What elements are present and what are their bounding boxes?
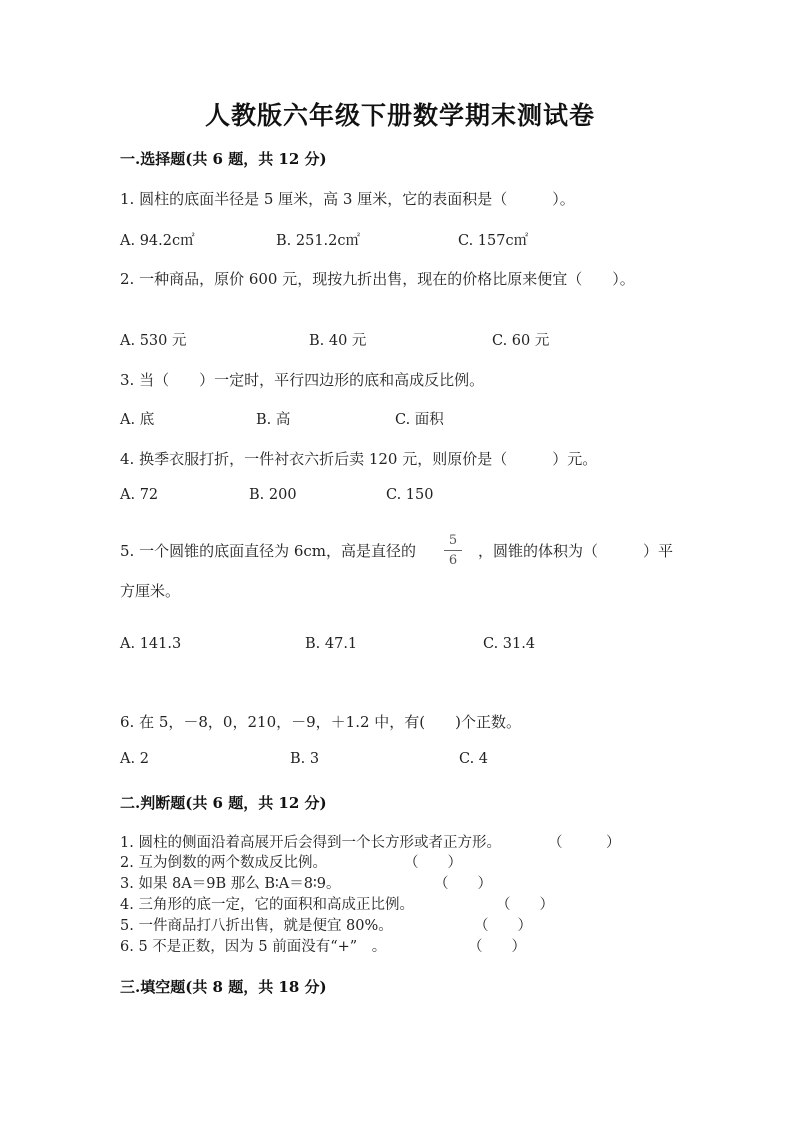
section-heading-fill: 三.填空题(共 8 题，共 18 分) [120,978,327,996]
q6-option-b: B. 3 [290,751,320,767]
q2-option-a: A. 530 元 [120,333,187,349]
question-5-text: 5. 一个圆锥的底面直径为 6cm，高是直径的 [120,542,417,560]
q4-option-a: A. 72 [120,487,159,503]
page-title: 人教版六年级下册数学期末测试卷 [204,101,595,130]
section-heading-judge: 二.判断题(共 6 题，共 12 分) [120,794,327,812]
q4-option-c: C. 150 [386,487,434,503]
q5-option-a: A. 141.3 [120,636,182,652]
judge-item-6: 6. 5 不是正数，因为 5 前面没有“+” 。 [120,939,387,955]
judge-answer-6: （ ） [468,939,526,955]
fraction-bar [444,550,462,551]
judge-item-3: 3. 如果 8A＝9B 那么 B∶A＝8∶9。 [120,876,341,892]
fraction-denominator: 6 [448,553,458,568]
q1-option-a: A. 94.2c㎡ [120,233,195,249]
q4-option-b: B. 200 [249,487,297,503]
judge-answer-2: （ ） [404,855,462,871]
q5-option-b: B. 47.1 [305,636,358,652]
question-5-text-cont: ，圆锥的体积为（ ）平 [478,542,674,560]
q6-option-a: A. 2 [120,751,149,767]
fraction-five-sixths [444,533,462,568]
section-heading-choice: 一.选择题(共 6 题，共 12 分) [120,150,327,168]
q3-option-a: A. 底 [120,412,155,428]
judge-item-1: 1. 圆柱的侧面沿着高展开后会得到一个长方形或者正方形。 [120,835,501,851]
fraction-numerator: 5 [448,533,458,548]
q2-option-b: B. 40 元 [309,333,367,349]
q2-option-c: C. 60 元 [492,333,550,349]
judge-answer-5: （ ） [474,918,532,934]
judge-answer-4: （ ） [496,897,554,913]
judge-answer-3: （ ） [434,876,492,892]
question-5-text-line2: 方厘米。 [120,582,181,600]
q6-option-c: C. 4 [459,751,489,767]
q1-option-c: C. 157c㎡ [458,233,529,249]
q5-option-c: C. 31.4 [483,636,536,652]
question-4: 4. 换季衣服打折，一件衬衣六折后卖 120 元，则原价是（ ）元。 [120,450,598,468]
judge-item-5: 5. 一件商品打八折出售，就是便宜 80%。 [120,918,393,934]
question-3: 3. 当（ ）一定时，平行四边形的底和高成反比例。 [120,371,485,389]
q3-option-c: C. 面积 [395,412,444,428]
judge-item-4: 4. 三角形的底一定，它的面积和高成正比例。 [120,897,414,913]
question-6: 6. 在 5，－8，0，210，－9，＋1.2 中，有( )个正数。 [120,713,521,731]
q3-option-b: B. 高 [256,412,291,428]
question-2: 2. 一种商品，原价 600 元，现按九折出售，现在的价格比原来便宜（ ）。 [120,270,635,288]
q1-option-b: B. 251.2c㎡ [276,233,361,249]
judge-item-2: 2. 互为倒数的两个数成反比例。 [120,855,327,871]
judge-answer-1: （ ） [548,835,621,851]
question-1: 1. 圆柱的底面半径是 5 厘米，高 3 厘米，它的表面积是（ ）。 [120,190,575,208]
